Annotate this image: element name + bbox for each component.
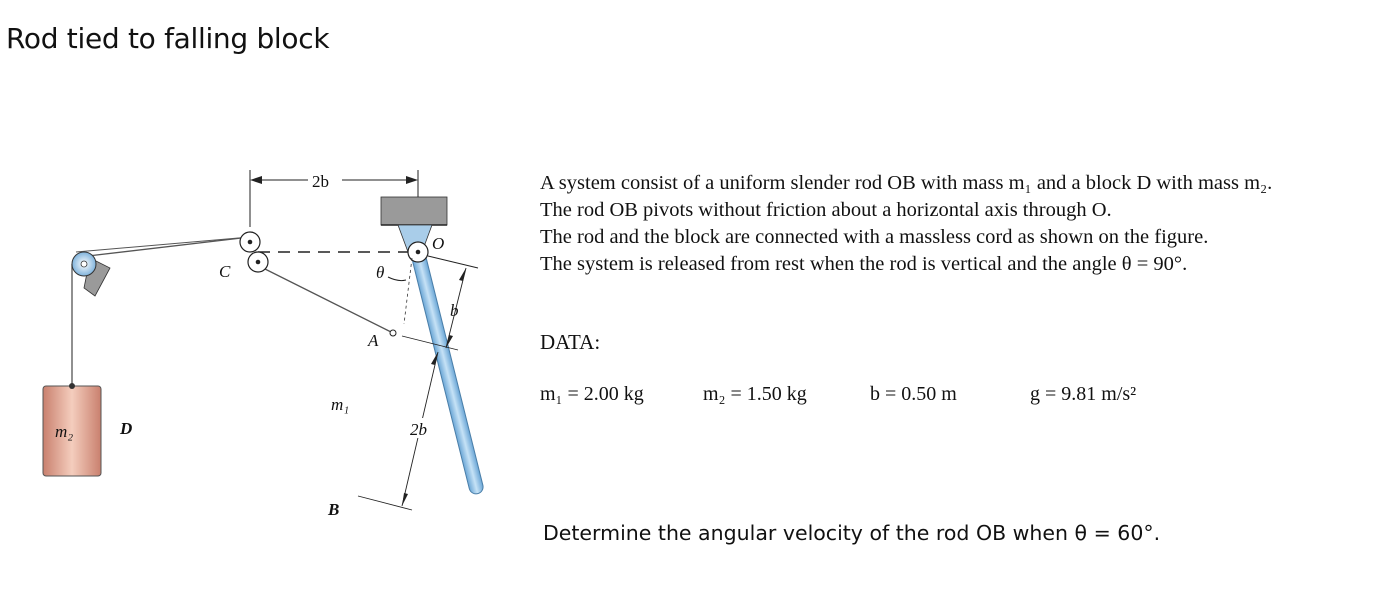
label-d: D: [120, 419, 133, 438]
label-o: O: [432, 234, 445, 253]
rod-ob: [411, 252, 484, 495]
data-g: g = 9.81 m/s²: [1030, 383, 1137, 405]
label-m2: m₂: [55, 422, 74, 441]
statement-line-3: The rod and the block are connected with a massless cord as shown on the figure.: [540, 226, 1209, 248]
statement-line-1: A system consist of a uniform slender rod OB with mass m₁ and a block D with mass m₂.: [540, 172, 1273, 194]
statement-line-4: The system is released from rest when the rod is vertical and the angle θ = 90°.: [540, 253, 1188, 275]
cord-segment-top2: [76, 237, 250, 252]
label-2b-side: 2b: [410, 420, 427, 439]
page-title: Rod tied to falling block: [6, 22, 330, 55]
mechanism-figure: [0, 0, 520, 607]
label-2b-top: 2b: [312, 172, 329, 191]
label-m1: m₁: [331, 395, 350, 414]
cord-segment-rod: [255, 264, 393, 333]
label-a: A: [368, 331, 379, 350]
label-b: b: [450, 301, 459, 320]
vertical-reference: [404, 258, 412, 324]
problem-statement: [540, 170, 1390, 278]
data-heading: DATA:: [540, 330, 601, 354]
label-theta: θ: [376, 263, 385, 282]
cord-segment-top: [88, 237, 250, 256]
data-b: b = 0.50 m: [870, 383, 957, 405]
point-a: [390, 330, 396, 336]
data-m1: m₁ = 2.00 kg: [540, 383, 644, 405]
theta-arc: [388, 277, 406, 281]
data-m2: m₂ = 1.50 kg: [703, 383, 807, 405]
question-text: Determine the angular velocity of the rod OB when θ = 60°.: [543, 521, 1161, 545]
ceiling-support: [381, 197, 447, 225]
label-b-end: B: [328, 500, 340, 519]
statement-line-2: The rod OB pivots without friction about a horizontal axis through O.: [540, 199, 1112, 221]
label-c: C: [219, 262, 231, 281]
